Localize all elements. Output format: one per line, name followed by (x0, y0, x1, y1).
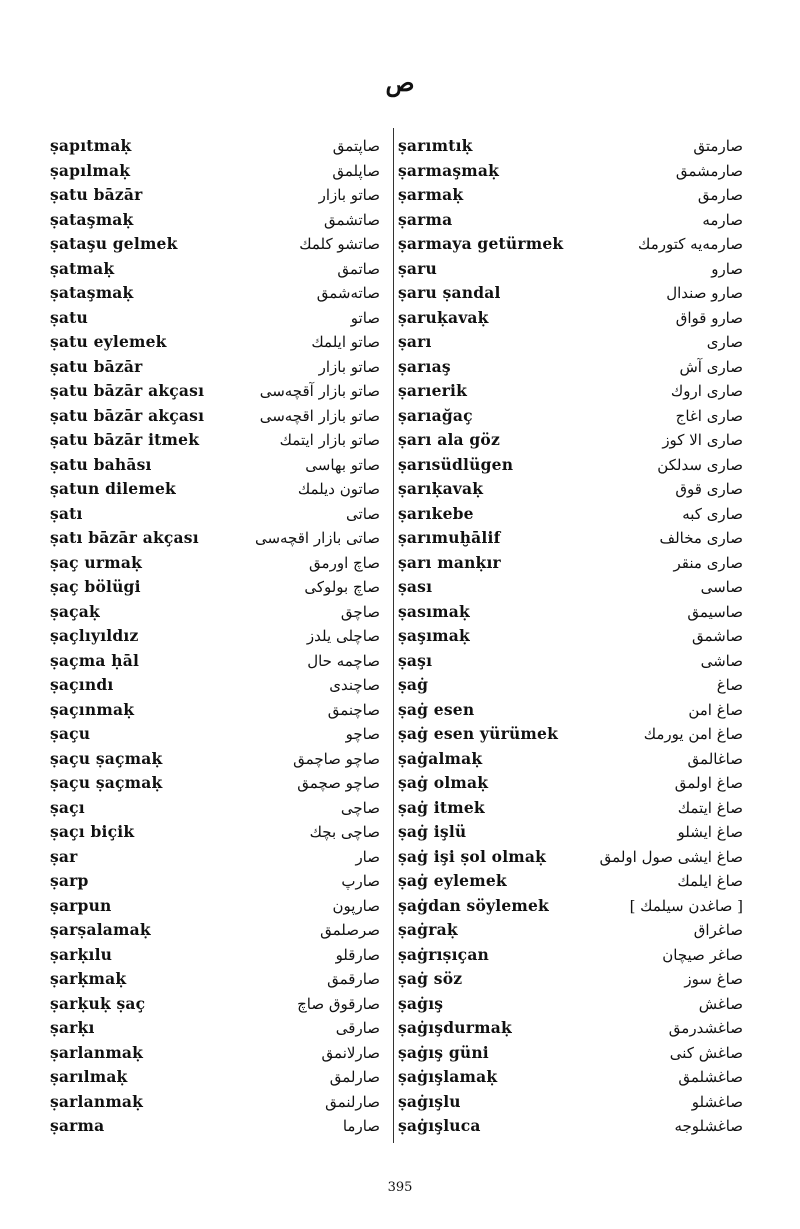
entry-ottoman-script: صاتو ايلمك (311, 333, 380, 351)
dictionary-entry (398, 306, 743, 331)
entry-ottoman-script: صاری (706, 333, 743, 351)
dictionary-entry (398, 747, 743, 772)
dictionary-entry (398, 1016, 743, 1041)
entry-transliteration: ṣaru ṣandal (398, 283, 501, 302)
entry-ottoman-script: صاسی (700, 578, 743, 596)
entry-ottoman-script: صاشی (700, 651, 743, 670)
entry-transliteration: ṣaçu ṣaçmaḳ (50, 773, 163, 792)
entry-ottoman-script: صاچو صچمق (297, 774, 380, 792)
dictionary-entry (50, 134, 380, 159)
entry-transliteration: ṣaç bölügi (50, 577, 141, 596)
entry-ottoman-script: صاچمه حال (307, 651, 380, 670)
entry-ottoman-script: صاتشو كلمك (299, 235, 380, 253)
dictionary-entry (50, 869, 380, 894)
entry-transliteration: ṣatu bāzār (50, 356, 143, 376)
entry-ottoman-script: صاچندی (329, 676, 380, 694)
entry-ottoman-script: صاتو بازار ايتمك (279, 431, 380, 449)
entry-transliteration: ṣaru (398, 258, 438, 278)
entry-transliteration: ṣarp (50, 871, 89, 890)
entry-transliteration: ṣaġ (398, 675, 429, 694)
entry-transliteration: ṣaġ olmaḳ (398, 773, 489, 792)
dictionary-entry (398, 918, 743, 943)
entry-transliteration: ṣarıḳavaḳ (398, 479, 484, 498)
entry-transliteration: ṣaçma ḥāl (50, 650, 140, 670)
entry-ottoman-script: صاری مخالف (659, 529, 743, 547)
entry-transliteration: ṣatı bāzār akçası (50, 528, 199, 547)
dictionary-entry (398, 453, 743, 478)
entry-ottoman-script: صاچلی يلدز (306, 627, 380, 645)
entry-ottoman-script: صارپون (332, 896, 380, 915)
dictionary-entry (398, 404, 743, 429)
entry-ottoman-script: صارو (711, 259, 743, 278)
entry-ottoman-script: صاسیمق (687, 602, 743, 621)
entry-transliteration: ṣatu bahāsı (50, 454, 152, 474)
entry-ottoman-script: صاری سدلكن (657, 455, 743, 474)
dictionary-entry (50, 526, 380, 551)
entry-transliteration: ṣaġ eylemek (398, 871, 507, 890)
dictionary-entry (398, 355, 743, 380)
dictionary-entry (50, 330, 380, 355)
dictionary-entry (50, 1041, 380, 1066)
entry-transliteration: ṣatu eylemek (50, 332, 167, 351)
entry-transliteration: ṣarpun (50, 895, 112, 915)
entry-transliteration: ṣaġalmaḳ (398, 748, 483, 768)
entry-transliteration: ṣaġ söz (398, 969, 463, 988)
entry-ottoman-script: صاچو (345, 725, 380, 743)
dictionary-entry (50, 796, 380, 821)
entry-ottoman-script: صارلانمق (321, 1043, 380, 1062)
dictionary-entry (398, 624, 743, 649)
entry-transliteration: ṣarı (398, 332, 432, 351)
entry-transliteration: ṣasımaḳ (398, 601, 470, 621)
dictionary-entry (50, 379, 380, 404)
dictionary-entry (398, 820, 743, 845)
entry-ottoman-script: صرصلمق (320, 921, 380, 939)
entry-ottoman-script: صارقمق (327, 970, 380, 988)
entry-ottoman-script: صاتون ديلمك (297, 480, 380, 498)
entry-transliteration: ṣaġışluca (398, 1116, 481, 1135)
entry-ottoman-script: صار (355, 847, 380, 866)
dictionary-entry (50, 649, 380, 674)
entry-transliteration: ṣarımtıḳ (398, 136, 473, 155)
entry-transliteration: ṣataşmaḳ (50, 283, 134, 302)
dictionary-entry (398, 551, 743, 576)
entry-ottoman-script: صاچق (340, 602, 380, 621)
dictionary-entry (50, 257, 380, 282)
entry-ottoman-script: صاچنمق (327, 700, 380, 719)
entry-transliteration: ṣatu bāzār (50, 185, 143, 204)
entry-transliteration: ṣapıtmaḳ (50, 136, 132, 155)
entry-transliteration: ṣatu bāzār akçası (50, 381, 205, 400)
dictionary-entry (398, 330, 743, 355)
entry-transliteration: ṣatmaḳ (50, 258, 115, 278)
dictionary-entry (50, 159, 380, 184)
entry-ottoman-script: صارمه‌یه كتورمك (638, 235, 743, 253)
dictionary-entry (50, 1065, 380, 1090)
dictionary-entry (398, 1090, 743, 1115)
entry-transliteration: ṣarlanmaḳ (50, 1042, 144, 1062)
entry-transliteration: ṣataşu gelmek (50, 234, 178, 253)
entry-ottoman-script: صاغ ايشلو (677, 823, 743, 841)
dictionary-entry (50, 722, 380, 747)
dictionary-entry (50, 502, 380, 527)
entry-transliteration: ṣaç urmaḳ (50, 552, 143, 572)
entry-ottoman-script: صاغ ايشی صول اولمق (599, 847, 743, 866)
dictionary-entry (398, 502, 743, 527)
dictionary-entry (50, 1090, 380, 1115)
entry-ottoman-script: صارما (342, 1117, 380, 1135)
entry-ottoman-script: صاتمق (337, 259, 380, 278)
dictionary-entry (50, 428, 380, 453)
entry-transliteration: ṣarḳuḳ ṣaç (50, 993, 146, 1013)
entry-ottoman-script: صارپ (341, 872, 380, 890)
entry-transliteration: ṣaşı (398, 650, 433, 670)
dictionary-entry (50, 771, 380, 796)
entry-ottoman-script: صاری منقر (673, 553, 743, 572)
entry-ottoman-script: صاغشلمق (678, 1068, 743, 1086)
entry-ottoman-script: صاری كبه (682, 504, 743, 523)
entry-transliteration: ṣarı manḳır (398, 552, 501, 572)
entry-ottoman-script: صاری اروك (670, 382, 743, 400)
column-divider (393, 128, 394, 1143)
entry-transliteration: ṣaçaḳ (50, 601, 100, 621)
entry-transliteration: ṣarma (50, 1116, 105, 1135)
entry-transliteration: ṣaçu ṣaçmaḳ (50, 748, 163, 768)
entry-ottoman-script: صاری اغاج (675, 406, 743, 425)
dictionary-entry (50, 845, 380, 870)
dictionary-entry (398, 600, 743, 625)
entry-ottoman-script: صاغش (698, 994, 743, 1013)
entry-transliteration: ṣarıkebe (398, 503, 474, 523)
entry-ottoman-script: صاتو بازار (318, 186, 380, 204)
left-column (50, 134, 380, 1139)
entry-transliteration: ṣaġ işlü (398, 822, 467, 841)
dictionary-entry (398, 967, 743, 992)
dictionary-entry (398, 943, 743, 968)
entry-transliteration: ṣaġ işi ṣol olmaḳ (398, 846, 547, 866)
entry-transliteration: ṣarı ala göz (398, 430, 500, 449)
entry-ottoman-script: صاتو بازار آقچه‌سی (259, 382, 380, 400)
entry-transliteration: ṣarlanmaḳ (50, 1091, 144, 1111)
dictionary-entry (50, 894, 380, 919)
entry-ottoman-script: صاشمق (691, 627, 743, 645)
entry-ottoman-script: صاغ (716, 676, 743, 694)
entry-transliteration: ṣarma (398, 209, 453, 229)
entry-transliteration: ṣatu bāzār itmek (50, 430, 200, 449)
dictionary-entry (398, 208, 743, 233)
dictionary-entry (50, 698, 380, 723)
entry-ottoman-script: صارو صندال (666, 284, 743, 302)
entry-transliteration: ṣaġdan söylemek (398, 895, 549, 915)
entry-transliteration: ṣarmaya getürmek (398, 234, 564, 253)
entry-transliteration: ṣatı (50, 503, 83, 523)
dictionary-entry (50, 1016, 380, 1041)
entry-ottoman-script: صاتی بازار اقچه‌سی (254, 529, 380, 547)
entry-ottoman-script: صاچ اورمق (309, 553, 380, 572)
dictionary-entry (50, 477, 380, 502)
dictionary-entry (398, 257, 743, 282)
entry-transliteration: ṣaçındı (50, 675, 114, 694)
dictionary-entry (398, 477, 743, 502)
entry-ottoman-script: صاته‌شمق (316, 284, 380, 302)
dictionary-entry (398, 796, 743, 821)
entry-transliteration: ṣaçınmaḳ (50, 699, 135, 719)
entry-transliteration: ṣaġraḳ (398, 920, 458, 939)
entry-transliteration: ṣaġ esen (398, 699, 475, 719)
dictionary-entry (398, 992, 743, 1017)
entry-ottoman-script: صاتو (350, 308, 380, 327)
entry-transliteration: ṣarıaş (398, 356, 451, 376)
page-number: 395 (387, 1180, 413, 1195)
entry-transliteration: ṣarıerik (398, 381, 468, 400)
dictionary-entry (50, 575, 380, 600)
dictionary-entry (398, 722, 743, 747)
entry-ottoman-script: صاچو صاچمق (293, 749, 380, 768)
entry-ottoman-script: صاچ بولوكی (304, 578, 380, 596)
entry-transliteration: ṣası (398, 577, 433, 596)
entry-transliteration: ṣarıağaç (398, 405, 473, 425)
dictionary-entry (398, 575, 743, 600)
dictionary-entry (398, 428, 743, 453)
dictionary-entry (398, 159, 743, 184)
entry-transliteration: ṣaġış güni (398, 1042, 489, 1062)
section-letter-header: ص (385, 68, 415, 97)
entry-transliteration: ṣaġrıṣıçan (398, 944, 490, 964)
entry-ottoman-script: صاچی (340, 798, 380, 817)
entry-ottoman-script: صاغ امن يورمك (643, 725, 743, 743)
entry-transliteration: ṣar (50, 846, 78, 866)
entry-transliteration: ṣaçu (50, 724, 91, 743)
dictionary-entry (50, 208, 380, 233)
entry-ottoman-script: صارو قواق (675, 308, 743, 327)
entry-ottoman-script: صاچی بچك (309, 823, 380, 841)
dictionary-entry (50, 183, 380, 208)
entry-transliteration: ṣarḳılu (50, 944, 113, 964)
entry-ottoman-script: صارمه (702, 210, 743, 229)
entry-transliteration: ṣaşımaḳ (398, 626, 470, 645)
entry-transliteration: ṣataşmaḳ (50, 209, 134, 229)
dictionary-entry (50, 918, 380, 943)
entry-ottoman-script: صاری آش (679, 357, 743, 376)
dictionary-entry (398, 894, 743, 919)
entry-transliteration: ṣaġ itmek (398, 797, 485, 817)
dictionary-entry (398, 869, 743, 894)
entry-ottoman-script: صارلنمق (325, 1092, 380, 1111)
dictionary-entry (50, 600, 380, 625)
dictionary-entry (50, 551, 380, 576)
entry-ottoman-script: صاغشدرمق (668, 1019, 743, 1037)
dictionary-entry (50, 820, 380, 845)
dictionary-entry (50, 306, 380, 331)
dictionary-entry (398, 1041, 743, 1066)
entry-transliteration: ṣaçı biçik (50, 822, 135, 841)
entry-transliteration: ṣarḳmaḳ (50, 969, 127, 988)
entry-ottoman-script: صاغ امن (688, 700, 743, 719)
entry-ottoman-script: صارقوق صاچ (297, 994, 380, 1013)
dictionary-entry (398, 698, 743, 723)
entry-transliteration: ṣaġışdurmaḳ (398, 1018, 512, 1037)
dictionary-entry (50, 281, 380, 306)
entry-ottoman-script: صاری الا كوز (662, 431, 743, 449)
entry-ottoman-script: صاغشلو (691, 1092, 743, 1111)
entry-ottoman-script: صاپتمق (332, 137, 380, 155)
dictionary-entry (50, 673, 380, 698)
entry-transliteration: ṣaġış (398, 993, 444, 1013)
dictionary-entry (50, 943, 380, 968)
entry-ottoman-script: صارمق (697, 186, 743, 204)
dictionary-entry (398, 1114, 743, 1139)
entry-ottoman-script: صاغالمق (687, 749, 743, 768)
right-column (398, 134, 743, 1139)
entry-transliteration: ṣaġ esen yürümek (398, 724, 559, 743)
entry-ottoman-script: صاغ سوز (684, 970, 743, 988)
entry-transliteration: ṣaġışlamaḳ (398, 1067, 498, 1086)
dictionary-entry (398, 649, 743, 674)
entry-transliteration: ṣarısüdlügen (398, 454, 514, 474)
entry-ottoman-script: صارلمق (329, 1068, 380, 1086)
dictionary-entry (398, 845, 743, 870)
entry-transliteration: ṣaruḳavaḳ (398, 307, 489, 327)
entry-transliteration: ṣatu bāzār akçası (50, 405, 205, 425)
entry-ottoman-script: صاتشمق (323, 210, 380, 229)
entry-ottoman-script: صاغش كنی (669, 1043, 743, 1062)
entry-ottoman-script: صاغ ايلمك (677, 872, 743, 890)
entry-transliteration: ṣaçı (50, 797, 85, 817)
entry-transliteration: ṣaçlıyıldız (50, 626, 139, 645)
entry-ottoman-script: صاپلمق (332, 161, 380, 180)
dictionary-entry (398, 134, 743, 159)
entry-ottoman-script: صاغراق (693, 921, 743, 939)
entry-transliteration: ṣarmaşmaḳ (398, 160, 500, 180)
dictionary-entry (398, 232, 743, 257)
entry-ottoman-script: صارمشمق (675, 161, 743, 180)
dictionary-entry (50, 624, 380, 649)
dictionary-entry (398, 673, 743, 698)
entry-transliteration: ṣarṣalamaḳ (50, 920, 151, 939)
dictionary-entry (50, 992, 380, 1017)
entry-ottoman-script: صاتو بازار (318, 357, 380, 376)
dictionary-entry (398, 1065, 743, 1090)
entry-ottoman-script: صاتو بهاسی (305, 455, 380, 474)
entry-transliteration: ṣapılmaḳ (50, 160, 131, 180)
dictionary-entry (50, 232, 380, 257)
entry-ottoman-script: صاغشلوجه (674, 1117, 743, 1135)
dictionary-entry (398, 771, 743, 796)
entry-ottoman-script: صاغر صيچان (662, 945, 743, 964)
dictionary-entry (50, 453, 380, 478)
dictionary-entry (50, 1114, 380, 1139)
dictionary-entry (50, 355, 380, 380)
entry-ottoman-script: صارمتق (693, 137, 743, 155)
entry-transliteration: ṣarḳı (50, 1018, 95, 1037)
entry-transliteration: ṣarılmaḳ (50, 1067, 128, 1086)
entry-transliteration: ṣatun dilemek (50, 479, 176, 498)
entry-ottoman-script: صاتی (346, 504, 380, 523)
entry-transliteration: ṣaġışlu (398, 1091, 461, 1111)
dictionary-entry (50, 747, 380, 772)
dictionary-entry (50, 404, 380, 429)
dictionary-entry (398, 281, 743, 306)
entry-transliteration: ṣarmaḳ (398, 185, 464, 204)
entry-ottoman-script: صارقلو (335, 945, 380, 964)
entry-ottoman-script: صاغ ايتمك (677, 798, 743, 817)
entry-ottoman-script: صارقی (335, 1019, 380, 1037)
entry-ottoman-script: صاری قوق (675, 480, 743, 498)
dictionary-entry (50, 967, 380, 992)
entry-ottoman-script: صاغ اولمق (674, 774, 743, 792)
entry-ottoman-script: صاتو بازار اقچه‌سی (259, 406, 380, 425)
dictionary-entry (398, 379, 743, 404)
dictionary-entry (398, 183, 743, 208)
entry-transliteration: ṣatu (50, 307, 88, 327)
dictionary-entry (398, 526, 743, 551)
entry-transliteration: ṣarımuḫālif (398, 528, 501, 547)
entry-ottoman-script: [ صاغدن سيلمك ] (629, 896, 743, 915)
